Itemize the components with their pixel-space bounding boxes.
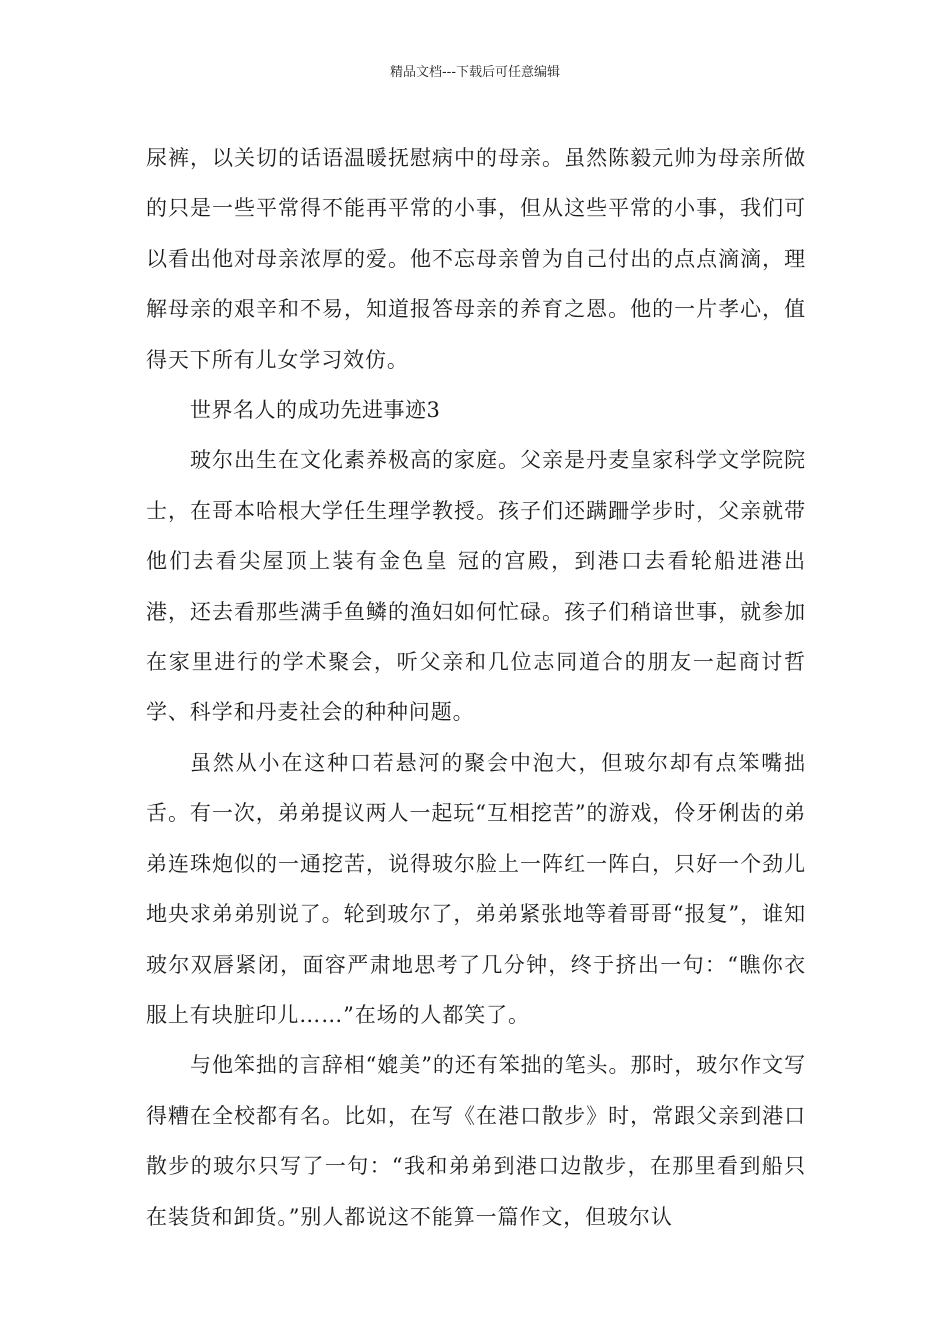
page-header: 精品文档---下载后可任意编辑 <box>389 65 561 80</box>
document-body <box>146 133 806 1242</box>
section-heading: 世界名人的成功先进事迹3 <box>190 398 441 423</box>
paragraph-bohr-family: 玻尔出生在文化素养极高的家庭。父亲是丹麦皇家科学文学院院士，在哥本哈根大学任生理学教授。孩子们还蹒跚学步时，父亲就带他们去看尖屋顶上装有金色皇 冠的宫殿，到港口去看轮船进港出港，还去看那些满手鱼鳞的渔妇如何忙碌。孩子们稍谙世事，就参加在家里进行的学术聚会，听父亲和几位志同道合的朋友一起商讨哲学、科学和丹麦社会的种种问题。 <box>146 448 806 725</box>
paragraph-continuation: 尿裤，以关切的话语温暖抚慰病中的母亲。虽然陈毅元帅为母亲所做的只是一些平常得不能再平常的小事，但从这些平常的小事，我们可以看出他对母亲浓厚的爱。他不忘母亲曾为自己付出的点点滴滴，理解母亲的艰辛和不易，知道报答母亲的养育之恩。他的一片孝心，值得天下所有儿女学习效仿。 <box>146 146 806 372</box>
paragraph-bohr-writing: 与他笨拙的言辞相“媲美”的还有笨拙的笔头。那时，玻尔作文写得糟在全校都有名。比如，在写《在港口散步》时，常跟父亲到港口散步的玻尔只写了一句：“我和弟弟到港口边散步，在那里看到船只在装货和卸货。”别人都说这不能算一篇作文，但玻尔认 <box>146 1053 806 1229</box>
paragraph-bohr-speech: 虽然从小在这种口若悬河的聚会中泡大，但玻尔却有点笨嘴拙舌。有一次，弟弟提议两人一起玩“互相挖苦”的游戏，伶牙俐齿的弟弟连珠炮似的一通挖苦，说得玻尔脸上一阵红一阵白，只好一个劲儿地央求弟弟别说了。轮到玻尔了，弟弟紧张地等着哥哥“报复”，谁知玻尔双唇紧闭，面容严肃地思考了几分钟，终于挤出一句：“瞧你衣服上有块脏印儿……”在场的人都笑了。 <box>146 750 806 1027</box>
